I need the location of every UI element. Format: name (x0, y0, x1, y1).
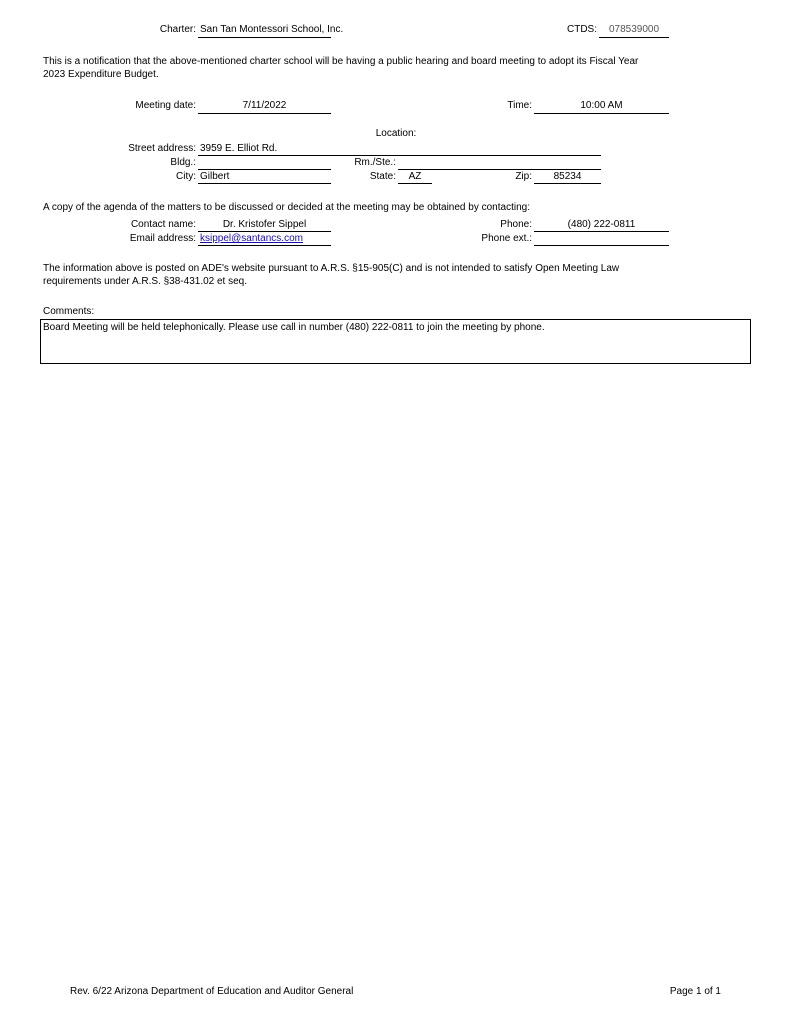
state-label: State: (369, 171, 396, 182)
phone-ext-label: Phone ext.: (481, 233, 532, 244)
meeting-date-value: 7/11/2022 (242, 100, 287, 111)
street-value: 3959 E. Elliot Rd. (200, 143, 278, 154)
zip-label: Zip: (515, 171, 532, 182)
meeting-date-label: Meeting date: (135, 100, 196, 111)
contact-name-label: Contact name: (130, 219, 196, 230)
footer-page-number: Page 1 of 1 (669, 986, 721, 997)
email-label: Email address: (129, 233, 196, 244)
email-link[interactable]: ksippel@santancs.com (200, 233, 303, 244)
city-value: Gilbert (200, 171, 230, 182)
bldg-underline (198, 169, 331, 170)
phone-value: (480) 222-0811 (567, 219, 636, 230)
state-value: AZ (408, 171, 422, 182)
bldg-label: Bldg.: (170, 157, 196, 168)
notice-line-2: 2023 Expenditure Budget. (43, 69, 159, 80)
email-underline (198, 245, 331, 246)
charter-label: Charter: (159, 24, 196, 35)
charter-underline (198, 37, 331, 38)
state-underline (398, 183, 432, 184)
phone-ext-underline (534, 245, 669, 246)
contact-name-value: Dr. Kristofer Sippel (222, 219, 307, 230)
comments-box (40, 319, 751, 364)
phone-label: Phone: (500, 219, 532, 230)
rm-underline (398, 169, 601, 170)
phone-underline (534, 231, 669, 232)
zip-underline (534, 183, 601, 184)
ctds-value: 078539000 (608, 24, 660, 35)
ctds-underline (599, 37, 669, 38)
footer-revision: Rev. 6/22 Arizona Department of Education and Auditor General (70, 986, 354, 997)
disclaimer-line-2: requirements under A.R.S. §38-431.02 et seq. (43, 276, 248, 287)
street-underline (198, 155, 601, 156)
meeting-date-underline (198, 113, 331, 114)
charter-value: San Tan Montessori School, Inc. (200, 24, 344, 35)
ctds-label: CTDS: (567, 24, 597, 35)
street-label: Street address: (128, 143, 196, 154)
city-label: City: (176, 171, 196, 182)
time-label: Time: (507, 100, 532, 111)
rm-label: Rm./Ste.: (354, 157, 396, 168)
time-value: 10:00 AM (580, 100, 623, 111)
comments-text: Board Meeting will be held telephonically. Please use call in number (480) 222-0811 to join the meeting by phone. (43, 322, 545, 333)
time-underline (534, 113, 669, 114)
city-underline (198, 183, 331, 184)
notice-line-1: This is a notification that the above-mentioned charter school will be having a public hearing and board meeting to adopt its Fiscal Year (43, 56, 639, 67)
zip-value: 85234 (553, 171, 582, 182)
disclaimer-line-1: The information above is posted on ADE's website pursuant to A.R.S. §15-905(C) and is not intended to satisfy Open Meeting Law (43, 263, 620, 274)
location-heading: Location: (375, 128, 417, 139)
comments-label: Comments: (43, 306, 95, 317)
contact-name-underline (198, 231, 331, 232)
agenda-intro: A copy of the agenda of the matters to be discussed or decided at the meeting may be obtained by contacting: (43, 202, 530, 213)
